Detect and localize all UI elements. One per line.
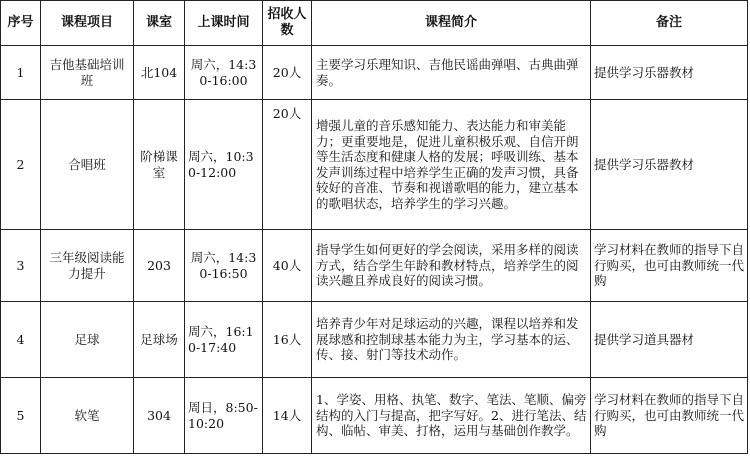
cell-course: 合唱班 (41, 100, 134, 230)
cell-room: 203 (134, 230, 185, 302)
cell-note: 提供学习乐器教材 (591, 100, 748, 230)
header-intro: 课程简介 (312, 1, 591, 46)
cell-capacity: 16人 (263, 302, 312, 378)
cell-room: 304 (134, 378, 185, 454)
cell-note: 提供学习乐器教材 (591, 46, 748, 100)
cell-time: 周六，14:30-16:50 (185, 230, 263, 302)
cell-time: 周六，14:30-16:00 (185, 46, 263, 100)
cell-note: 学习材料在教师的指导下自行购买，也可由教师统一代购 (591, 230, 748, 302)
cell-no: 4 (1, 302, 41, 378)
cell-intro: 指导学生如何更好的学会阅读，采用多样的阅读方式，结合学生年龄和教材特点，培养学生的阅读兴趣且养成良好的阅读习惯。 (312, 230, 591, 302)
header-row (1, 1, 748, 46)
cell-intro: 主要学习乐理知识、吉他民谣曲弹唱、古典曲弹奏。 (312, 46, 591, 100)
cell-no: 2 (1, 100, 41, 230)
cell-no: 3 (1, 230, 41, 302)
cell-course: 软笔 (41, 378, 134, 454)
cell-intro: 培养青少年对足球运动的兴趣，课程以培养和发展球感和控制球基本能力为主，学习基本的运、传、接、射门等技术动作。 (312, 302, 591, 378)
cell-time: 周六，16:10-17:40 (185, 302, 263, 378)
cell-no: 5 (1, 378, 41, 454)
header-note: 备注 (591, 1, 748, 46)
cell-intro: 增强儿童的音乐感知能力、表达能力和审美能力；更重要地是，促进儿童积极乐观、自信开朗等生活态度和健康人格的发展；呼吸训练、基本发声训练过程中培养学生正确的发声习惯，具备较好的音准、节奏和视谱歌唱的能力，建立基本的歌唱状态，培养学生的学习兴趣。 (312, 100, 591, 230)
cell-no: 1 (1, 46, 41, 100)
table-row (1, 378, 748, 454)
table-row (1, 100, 748, 230)
cell-course: 足球 (41, 302, 134, 378)
header-course: 课程项目 (41, 1, 134, 46)
cell-room: 足球场 (134, 302, 185, 378)
cell-time: 周六，10:30-12:00 (185, 100, 263, 230)
cell-course: 吉他基础培训班 (41, 46, 134, 100)
header-room: 课室 (134, 1, 185, 46)
cell-room: 北104 (134, 46, 185, 100)
header-capacity: 招收人数 (263, 1, 312, 46)
cell-capacity: 40人 (263, 230, 312, 302)
header-time: 上课时间 (185, 1, 263, 46)
table-row (1, 230, 748, 302)
cell-time: 周日，8:50-10:20 (185, 378, 263, 454)
cell-capacity: 14人 (263, 378, 312, 454)
cell-note: 学习材料在教师的指导下自行购买，也可由教师统一代购 (591, 378, 748, 454)
cell-capacity: 20人 (263, 46, 312, 100)
cell-room: 阶梯课室 (134, 100, 185, 230)
cell-capacity: 20人 (263, 100, 312, 230)
table-row (1, 46, 748, 100)
table-row (1, 302, 748, 378)
header-no: 序号 (1, 1, 41, 46)
cell-course: 三年级阅读能力提升 (41, 230, 134, 302)
cell-note: 提供学习道具器材 (591, 302, 748, 378)
cell-intro: 1、学姿、用格、执笔、数字、笔法、笔顺、偏旁结构的入门与提高，把字写好。2、进行笔法、结构、临帖、审美、打格，运用与基础创作教学。 (312, 378, 591, 454)
